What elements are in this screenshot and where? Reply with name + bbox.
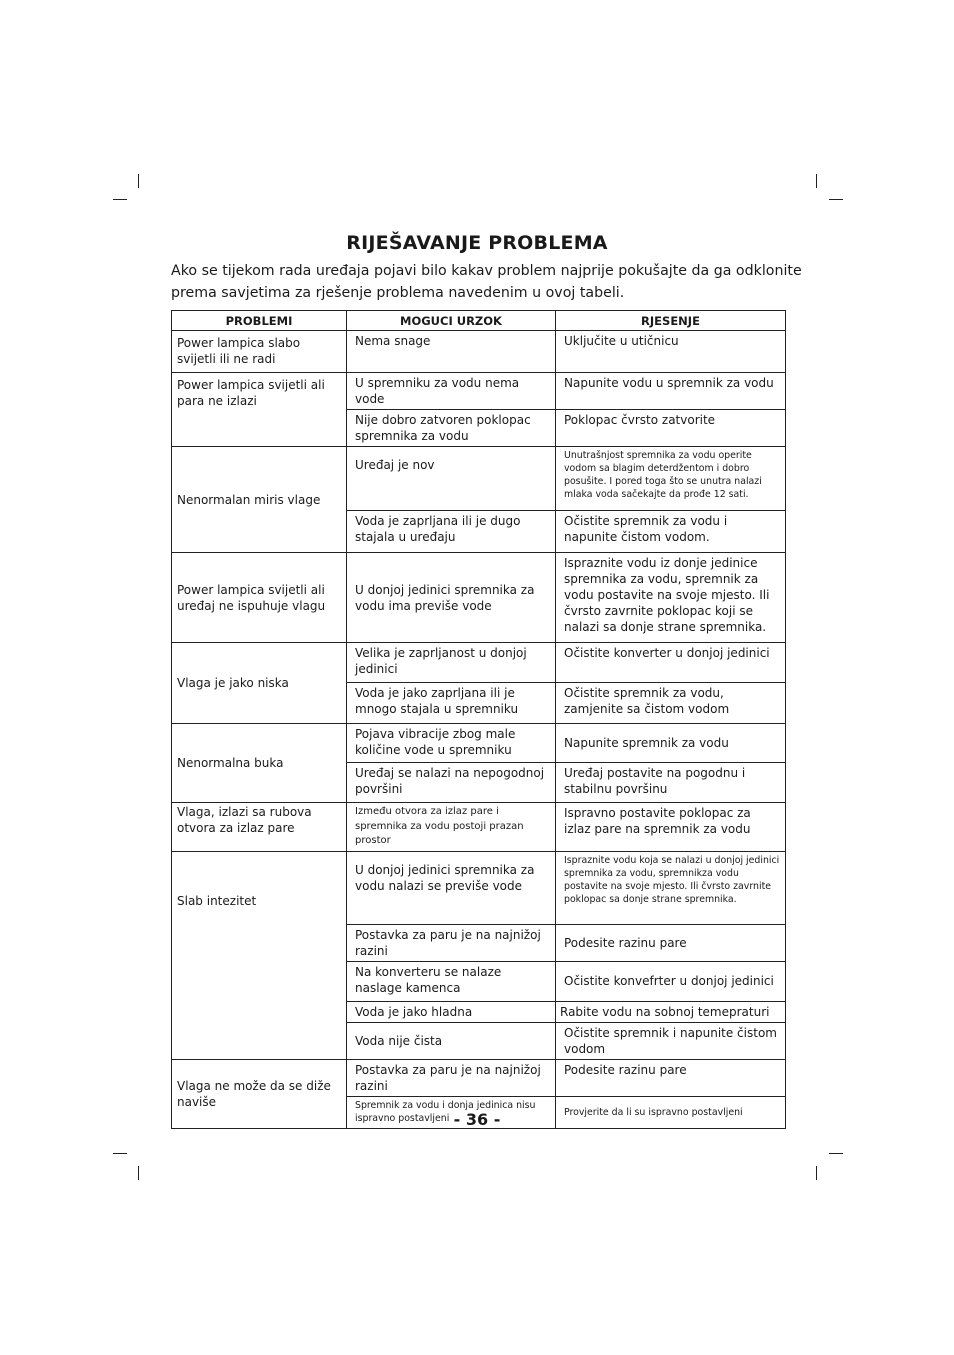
- solution-cell: Podesite razinu pare: [556, 924, 786, 961]
- solution-cell: Očistite spremnik za vodu, zamjenite sa čistom vodom: [556, 683, 786, 724]
- table-row: [172, 553, 786, 643]
- intro-paragraph: [171, 261, 811, 304]
- cause-cell: Voda je zaprljana ili je dugo stajala u uređaju: [347, 511, 556, 553]
- crop-mark: [829, 199, 843, 200]
- intro-line: Ako se tijekom rada uređaja pojavi bilo kakav problem najprije pokušajte da ga odklonite: [171, 263, 802, 279]
- solution-cell: Uređaj postavite na pogodnu i stabilnu površinu: [556, 763, 786, 803]
- crop-mark: [138, 1166, 139, 1180]
- header-cause: MOGUCI URZOK: [347, 311, 556, 331]
- cause-cell: Nema snage: [347, 331, 556, 373]
- solution-cell: Poklopac čvrsto zatvorite: [556, 410, 786, 447]
- cause-cell: Postavka za paru je na najnižoj razini: [347, 924, 556, 961]
- table-row: [172, 724, 786, 763]
- solution-cell: Unutrašnjost spremnika za vodu operite vodom sa blagim deterdžentom i dobro posušite. I pored toga što se unutra nalazi mlaka voda sačekajte da prođe 12 sati.: [556, 447, 786, 511]
- cause-cell: Voda je jako zaprljana ili je mnogo stajala u spremniku: [347, 683, 556, 724]
- cause-cell: Između otvora za izlaz pare i spremnika za vodu postoji prazan prostor: [347, 803, 556, 852]
- cause-cell: Velika je zaprljanost u donjoj jedinici: [347, 643, 556, 683]
- solution-cell: Podesite razinu pare: [556, 1059, 786, 1096]
- problem-cell: Nenormalan miris vlage: [172, 447, 347, 553]
- crop-mark: [816, 174, 817, 188]
- crop-mark: [816, 1166, 817, 1180]
- cause-cell: Uređaj je nov: [347, 447, 556, 511]
- cause-cell: Voda nije čista: [347, 1022, 556, 1059]
- table-row: [172, 803, 786, 852]
- page-number: - 36 -: [453, 1110, 501, 1129]
- crop-mark: [829, 1153, 843, 1154]
- solution-cell: Rabite vodu na sobnoj temepraturi: [556, 1001, 786, 1022]
- solution-cell: Napunite vodu u spremnik za vodu: [556, 373, 786, 410]
- solution-cell: Ispraznite vodu iz donje jedinice spremnika za vodu, spremnik za vodu postavite na svoje mjesto. Ili čvrsto zavrnite poklopac koji se nalazi sa donje strane spremnika.: [556, 553, 786, 643]
- cause-cell: Pojava vibracije zbog male količine vode u spremniku: [347, 724, 556, 763]
- solution-cell: Ispravno postavite poklopac za izlaz pare na spremnik za vodu: [556, 803, 786, 852]
- problem-cell: Vlaga je jako niska: [172, 643, 347, 724]
- cause-cell: Postavka za paru je na najnižoj razini: [347, 1059, 556, 1096]
- problem-cell: Vlaga, izlazi sa rubova otvora za izlaz pare: [172, 803, 347, 852]
- problem-cell: Power lampica svijetli ali para ne izlazi: [172, 373, 347, 447]
- solution-cell: Provjerite da li su ispravno postavljeni: [556, 1096, 786, 1128]
- problem-cell: Power lampica slabo svijetli ili ne radi: [172, 331, 347, 373]
- solution-cell: Ispraznite vodu koja se nalazi u donjoj jedinici spremnika za vodu, spremnikza vodu postavite na svoje mjesto. Ili čvrsto zavrnite poklopac sa donje strane spremnika.: [556, 851, 786, 924]
- crop-mark: [138, 174, 139, 188]
- header-problems: PROBLEMI: [172, 311, 347, 331]
- intro-line: prema savjetima za rješenje problema navedenim u ovoj tabeli.: [171, 284, 625, 301]
- page-title: RIJEŠAVANJE PROBLEMA: [346, 232, 608, 254]
- crop-mark: [113, 199, 127, 200]
- table-row: [172, 331, 786, 373]
- cause-cell: Na konverteru se nalaze naslage kamenca: [347, 961, 556, 1001]
- cause-cell: Spremnik za vodu i donja jedinica nisu ispravno postavljeni: [347, 1096, 556, 1128]
- troubleshooting-table: [171, 310, 786, 1129]
- solution-cell: Očistite konverter u donjoj jedinici: [556, 643, 786, 683]
- header-solution: RJESENJE: [556, 311, 786, 331]
- cause-cell: Nije dobro zatvoren poklopac spremnika za vodu: [347, 410, 556, 447]
- table-row: [172, 643, 786, 683]
- cause-cell: Voda je jako hladna: [347, 1001, 556, 1022]
- solution-cell: Očistite konvefrter u donjoj jedinici: [556, 961, 786, 1001]
- table-header-row: [172, 311, 786, 331]
- cause-cell: U spremniku za vodu nema vode: [347, 373, 556, 410]
- problem-cell: Nenormalna buka: [172, 724, 347, 803]
- solution-cell: Uključite u utičnicu: [556, 331, 786, 373]
- cause-cell: U donjoj jedinici spremnika za vodu nalazi se previše vode: [347, 851, 556, 924]
- cause-cell: Uređaj se nalazi na nepogodnoj površini: [347, 763, 556, 803]
- problem-cell: Slab intezitet: [172, 851, 347, 1059]
- problem-cell: Vlaga ne može da se diže naviše: [172, 1059, 347, 1128]
- crop-mark: [113, 1153, 127, 1154]
- cause-cell: U donjoj jedinici spremnika za vodu ima previše vode: [347, 553, 556, 643]
- table-row: [172, 447, 786, 511]
- table-row: [172, 373, 786, 410]
- solution-cell: Očistite spremnik za vodu i napunite čistom vodom.: [556, 511, 786, 553]
- table-row: [172, 1059, 786, 1096]
- solution-cell: Napunite spremnik za vodu: [556, 724, 786, 763]
- table-row: [172, 851, 786, 924]
- problem-cell: Power lampica svijetli ali uređaj ne ispuhuje vlagu: [172, 553, 347, 643]
- solution-cell: Očistite spremnik i napunite čistom vodom: [556, 1022, 786, 1059]
